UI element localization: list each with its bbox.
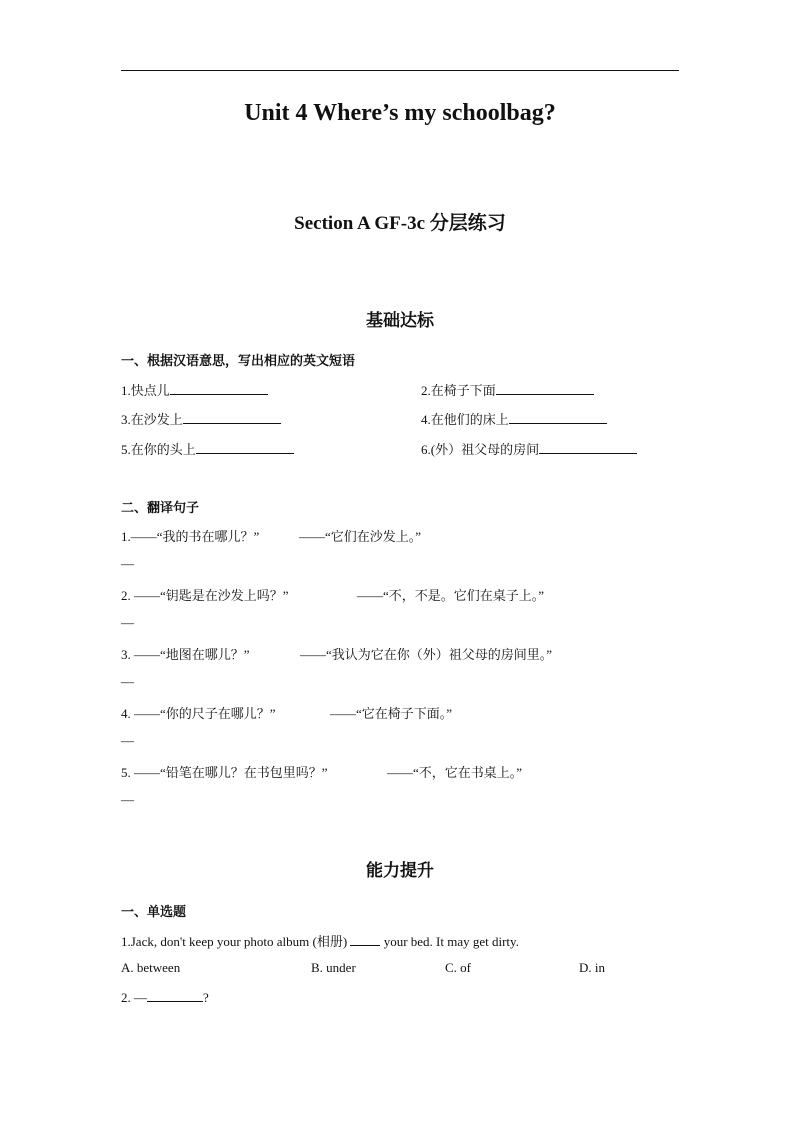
phrase-item <box>421 439 637 458</box>
option-a[interactable]: A. between <box>121 960 181 975</box>
phrase-label: 4.在他们的床上 <box>421 412 509 427</box>
phrase-item <box>121 439 294 458</box>
answer-blank[interactable] <box>496 382 594 395</box>
translate-answer: ——“我认为它在你（外）祖父母的房间里。” <box>300 647 553 662</box>
answer-blank[interactable] <box>147 989 203 1002</box>
answer-blank[interactable] <box>183 411 281 424</box>
answer-blank[interactable] <box>196 441 294 454</box>
translate-question: 2. ——“钥匙是在沙发上吗？” <box>121 588 289 603</box>
answer-blank[interactable] <box>539 441 637 454</box>
section-heading-basic: 基础达标 <box>366 311 434 331</box>
part-heading-choice: 一、单选题 <box>121 905 187 920</box>
choice-question-2 <box>121 989 209 1006</box>
answer-line[interactable]: — <box>121 674 134 689</box>
answer-line[interactable]: — <box>121 733 134 748</box>
translate-answer: ——“它们在沙发上。” <box>299 529 422 544</box>
translate-question: 1.——“我的书在哪儿？” <box>121 529 260 544</box>
translate-question: 3. ——“地图在哪儿？” <box>121 647 250 662</box>
option-d[interactable]: D. in <box>579 960 605 975</box>
phrase-label: 1.快点儿 <box>121 383 170 398</box>
part-heading-phrases: 一、根据汉语意思，写出相应的英文短语 <box>121 354 356 369</box>
choice-question-1 <box>121 931 519 950</box>
translate-answer: ——“不，不是。它们在桌子上。” <box>357 588 545 603</box>
phrase-item <box>121 380 268 399</box>
translate-answer: ——“它在椅子下面。” <box>330 706 453 721</box>
page-title: Unit 4 Where’s my schoolbag? <box>244 100 556 126</box>
part-heading-translate: 二、翻译句子 <box>121 501 200 516</box>
page-subtitle: Section A GF-3c 分层练习 <box>294 213 506 234</box>
section-heading-advanced: 能力提升 <box>366 861 434 881</box>
phrase-item <box>421 409 607 428</box>
option-c[interactable]: C. of <box>445 960 471 975</box>
question-text: 2. — <box>121 990 147 1005</box>
translate-question: 4. ——“你的尺子在哪儿？” <box>121 706 276 721</box>
answer-line[interactable]: — <box>121 556 134 571</box>
question-text: ? <box>203 990 209 1005</box>
option-b[interactable]: B. under <box>311 960 356 975</box>
phrase-label: 6.(外）祖父母的房间 <box>421 442 540 457</box>
phrase-item <box>421 380 594 399</box>
question-text: your bed. It may get dirty. <box>383 934 519 949</box>
answer-blank[interactable] <box>509 411 607 424</box>
phrase-label: 3.在沙发上 <box>121 412 183 427</box>
translate-answer: ——“不，它在书桌上。” <box>387 765 523 780</box>
top-rule <box>121 70 679 71</box>
answer-blank[interactable] <box>350 933 380 946</box>
phrase-item <box>121 409 281 428</box>
question-text: 1.Jack, don't keep your photo album (相册) <box>121 934 348 949</box>
answer-blank[interactable] <box>170 382 268 395</box>
translate-question: 5. ——“铅笔在哪儿？在书包里吗？” <box>121 765 328 780</box>
phrase-label: 2.在椅子下面 <box>421 383 496 398</box>
answer-line[interactable]: — <box>121 792 134 807</box>
answer-line[interactable]: — <box>121 615 134 630</box>
phrase-label: 5.在你的头上 <box>121 442 196 457</box>
